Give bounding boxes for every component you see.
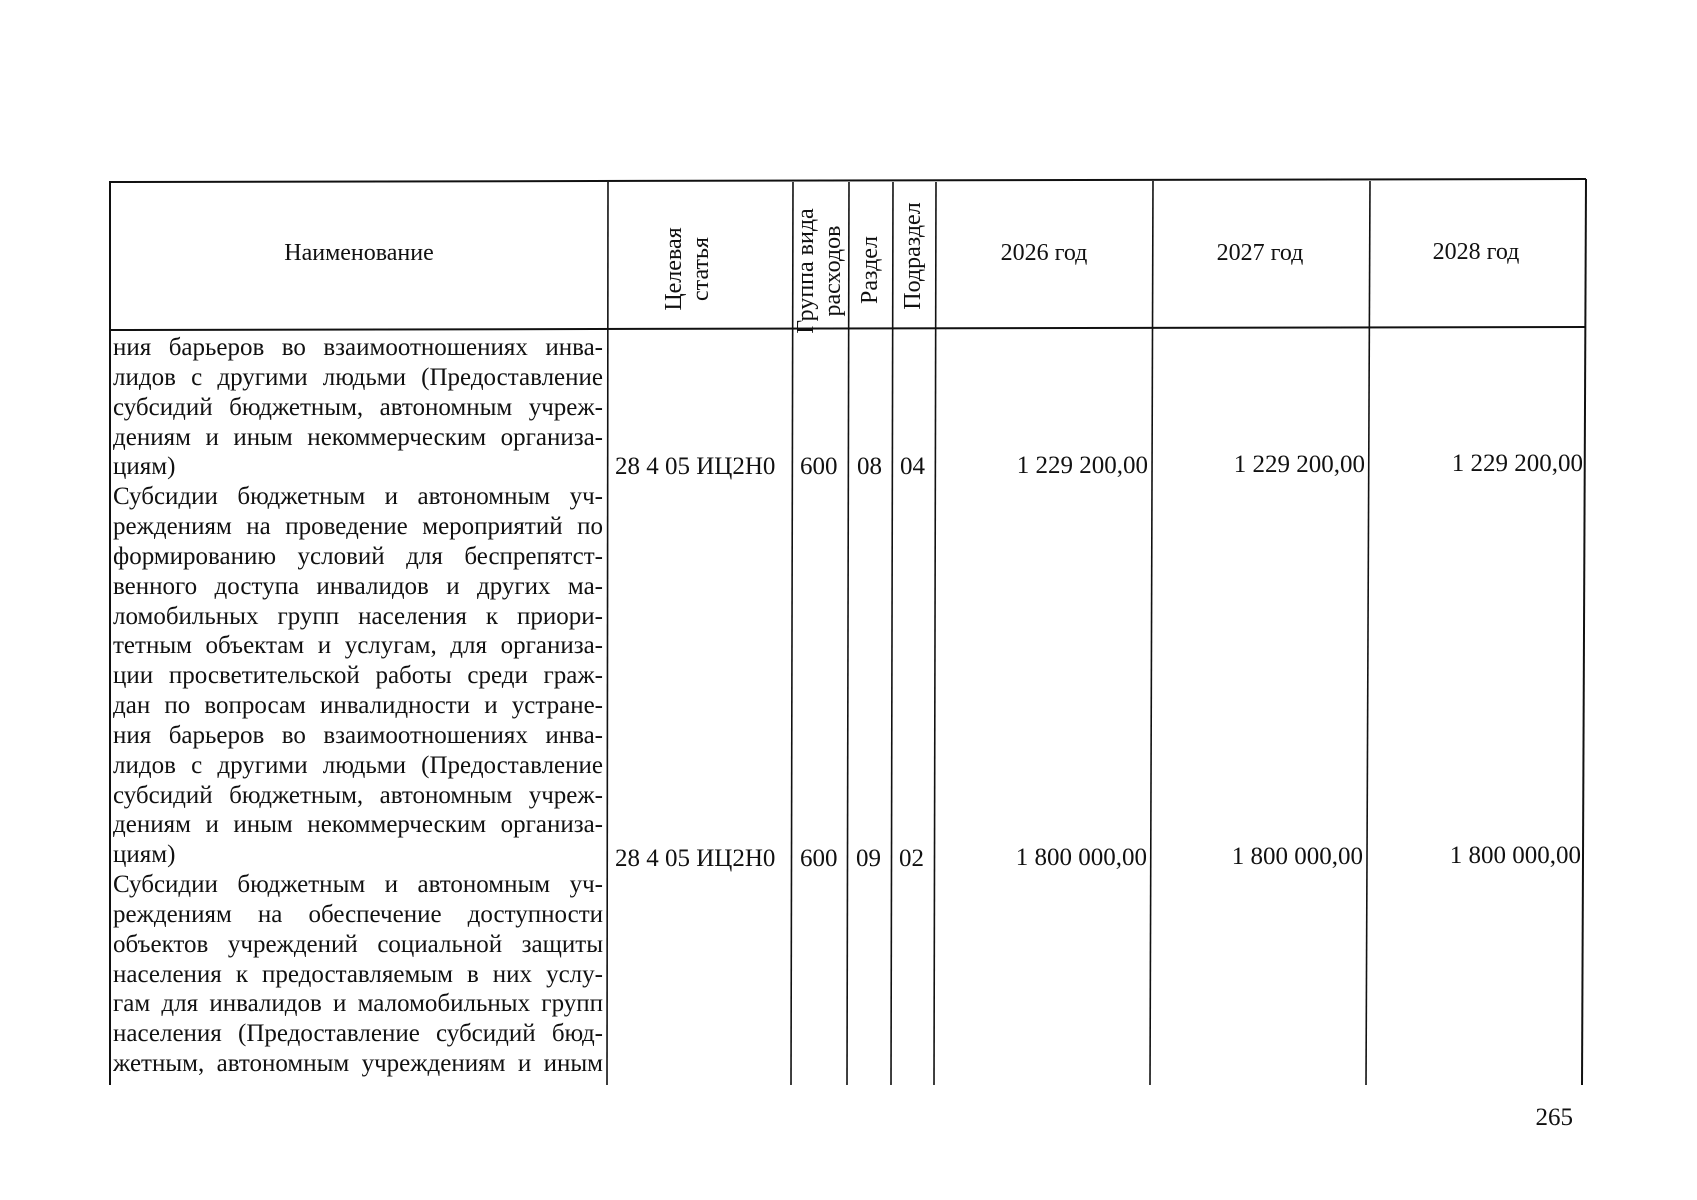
name-line: населения к предоставляемым в них услу- — [113, 961, 603, 988]
name-line: Субсидии бюджетным и автономным уч- — [113, 871, 603, 898]
cell-target-article: 28 4 05 ИЦ2Н0 — [615, 453, 776, 480]
header-expense-group-line2: расходов — [820, 225, 846, 317]
name-line: реждениям на проведение мероприятий по — [113, 513, 603, 540]
header-year-2026: 2026 год — [1000, 240, 1088, 266]
name-line: Субсидии бюджетным и автономным уч- — [113, 483, 603, 510]
name-line: дениям и иным некоммерческим организа- — [113, 424, 603, 451]
col-border-right — [1582, 179, 1586, 1085]
name-line: дан по вопросам инвалидности и устране- — [113, 692, 603, 719]
name-line: венного доступа инвалидов и других ма- — [113, 573, 603, 600]
name-line: тетным объектам и услугам, для организа- — [113, 632, 603, 659]
name-line: лидов с другими людьми (Предоставление — [113, 364, 603, 391]
name-line: ции просветительской работы среди граж- — [113, 662, 603, 689]
cell-2026: 1 800 000,00 — [1015, 844, 1147, 871]
name-line: ния барьеров во взаимоотношениях инва- — [113, 722, 603, 749]
col-border-subsection — [934, 182, 936, 1085]
header-target-article-line1: Целевая — [661, 227, 687, 311]
name-line: субсидий бюджетным, автономным учреж- — [113, 394, 603, 421]
page-number: 265 — [1535, 1104, 1573, 1131]
header-expense-group-line1: Группа вида — [793, 208, 819, 334]
cell-2027: 1 800 000,00 — [1231, 843, 1363, 870]
name-line: реждениям на обеспечение доступности — [113, 901, 603, 928]
header-subsection: Подраздел — [900, 202, 926, 310]
header-target-article — [661, 199, 717, 339]
cell-2028: 1 800 000,00 — [1449, 842, 1581, 869]
table-top-border — [109, 179, 1586, 182]
name-line: лидов с другими людьми (Предоставление — [113, 752, 603, 779]
cell-2026: 1 229 200,00 — [1016, 452, 1148, 479]
header-target-article-line2: статья — [688, 237, 714, 301]
cell-expense-group: 600 — [800, 845, 838, 872]
cell-subsection: 02 — [899, 845, 924, 872]
name-line: дениям и иным некоммерческим организа- — [113, 811, 603, 838]
header-year-2027: 2027 год — [1216, 240, 1304, 266]
cell-subsection: 04 — [900, 453, 925, 480]
cell-2027: 1 229 200,00 — [1233, 451, 1365, 478]
name-line: циям) — [113, 453, 176, 480]
name-line: формированию условий для беспрепятст- — [113, 543, 603, 570]
cell-section: 08 — [857, 453, 882, 480]
name-line: жетным, автономным учреждениям и иным — [113, 1050, 603, 1077]
name-line: гам для инвалидов и маломобильных групп — [113, 990, 603, 1017]
col-border-2026 — [1150, 181, 1153, 1085]
header-name: Наименование — [284, 240, 434, 266]
name-line: объектов учреждений социальной защиты — [113, 931, 603, 958]
header-section: Раздел — [857, 236, 883, 304]
cell-2028: 1 229 200,00 — [1451, 450, 1583, 477]
col-border-2027 — [1366, 181, 1370, 1085]
header-expense-group — [793, 201, 849, 341]
name-line: населения (Предоставление субсидий бюд- — [113, 1020, 603, 1047]
header-year-2028: 2028 год — [1432, 239, 1520, 265]
cell-section: 09 — [856, 845, 881, 872]
col-border-section — [891, 182, 893, 1085]
name-line: субсидий бюджетным, автономным учреж- — [113, 782, 603, 809]
name-line: циям) — [113, 841, 176, 868]
col-border-name — [607, 182, 608, 1085]
cell-expense-group: 600 — [800, 453, 838, 480]
cell-target-article: 28 4 05 ИЦ2Н0 — [615, 845, 776, 872]
name-line: ния барьеров во взаимоотношениях инва- — [113, 334, 603, 361]
name-line: ломобильных групп населения к приори- — [113, 603, 603, 630]
